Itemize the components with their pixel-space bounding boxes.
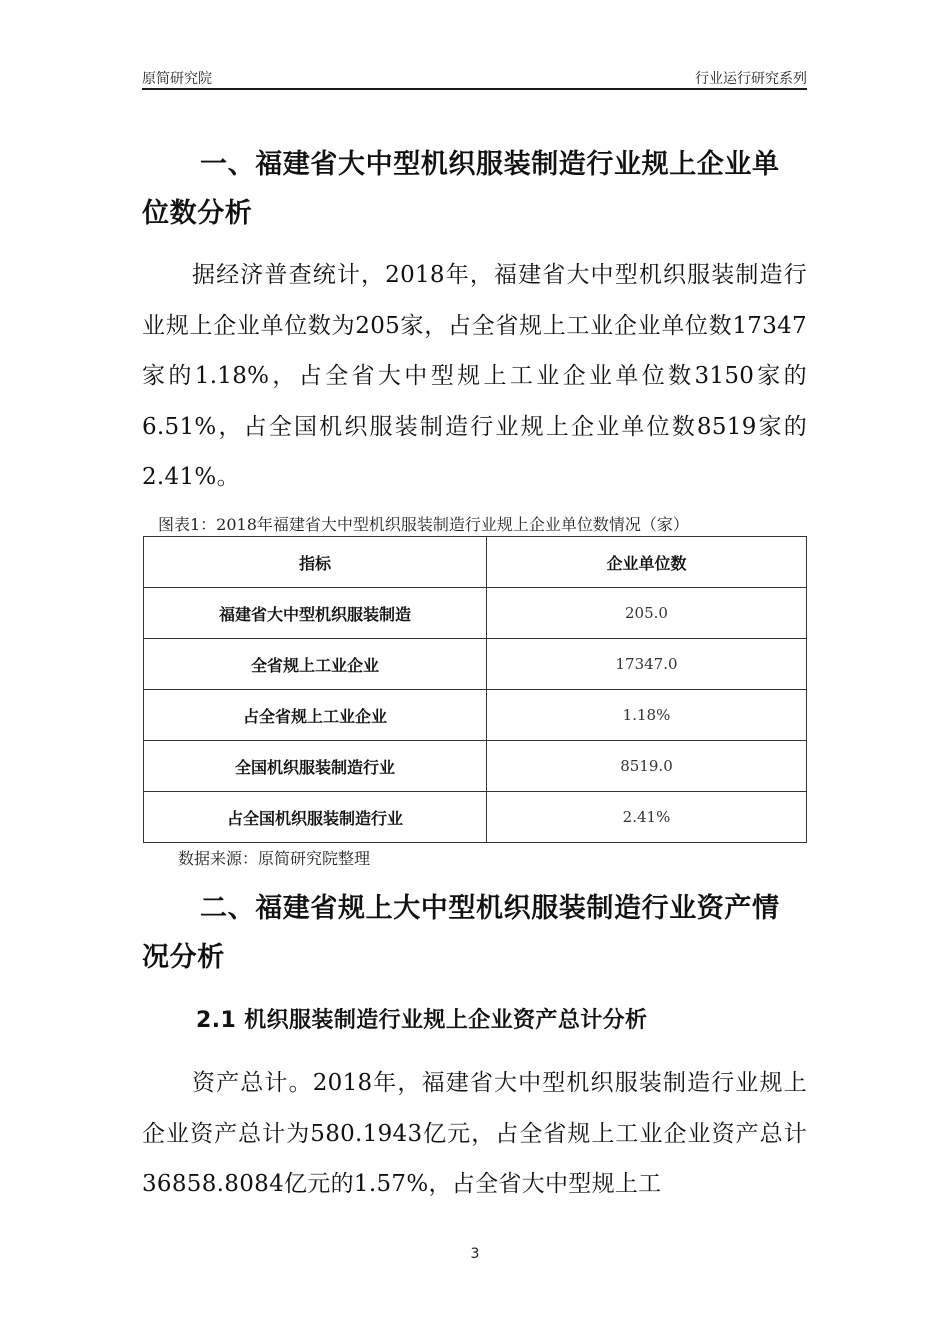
header-org-name: 原简研究院 — [142, 71, 212, 87]
page-header — [142, 66, 807, 90]
table-row — [144, 741, 807, 792]
section2-subheading: 2.1 机织服装制造行业规上企业资产总计分析 — [196, 1008, 648, 1033]
row-label: 占全省规上工业企业 — [144, 690, 487, 741]
table1-caption: 图表1：2018年福建省大中型机织服装制造行业规上企业单位数情况（家） — [158, 515, 689, 534]
row-value: 17347.0 — [487, 639, 807, 690]
section2-heading: 二、福建省规上大中型机织服装制造行业资产情况分析 — [142, 893, 780, 973]
table-header-row — [144, 537, 807, 588]
header-series-name: 行业运行研究系列 — [695, 71, 807, 87]
row-label: 占全国机织服装制造行业 — [144, 792, 487, 843]
column-header-count: 企业单位数 — [487, 537, 807, 588]
row-value: 1.18% — [487, 690, 807, 741]
section2-paragraph: 资产总计。2018年，福建省大中型机织服装制造行业规上企业资产总计为580.1943亿元，占全省规上工业企业资产总计36858.8084亿元的1.57%，占全省大中型规上工 — [142, 1070, 807, 1197]
header-divider — [142, 88, 807, 90]
page-number: 3 — [470, 1246, 480, 1262]
enterprise-count-table — [143, 536, 807, 843]
section1-paragraph: 据经济普查统计，2018年，福建省大中型机织服装制造行业规上企业单位数为205家，占全省规上工业企业单位数17347家的1.18%，占全省大中型规上工业企业单位数3150家的6.51%，占全国机织服装制造行业规上企业单位数8519家的2.41%。 — [142, 262, 807, 490]
row-value: 205.0 — [487, 588, 807, 639]
table-row — [144, 690, 807, 741]
row-label: 全省规上工业企业 — [144, 639, 487, 690]
table-row — [144, 792, 807, 843]
row-label: 全国机织服装制造行业 — [144, 741, 487, 792]
row-label: 福建省大中型机织服装制造 — [144, 588, 487, 639]
table1-source-note: 数据来源：原简研究院整理 — [178, 849, 371, 868]
column-header-indicator: 指标 — [144, 537, 487, 588]
table-row — [144, 639, 807, 690]
row-value: 2.41% — [487, 792, 807, 843]
row-value: 8519.0 — [487, 741, 807, 792]
section1-heading: 一、福建省大中型机织服装制造行业规上企业单位数分析 — [142, 149, 780, 229]
table-row — [144, 588, 807, 639]
